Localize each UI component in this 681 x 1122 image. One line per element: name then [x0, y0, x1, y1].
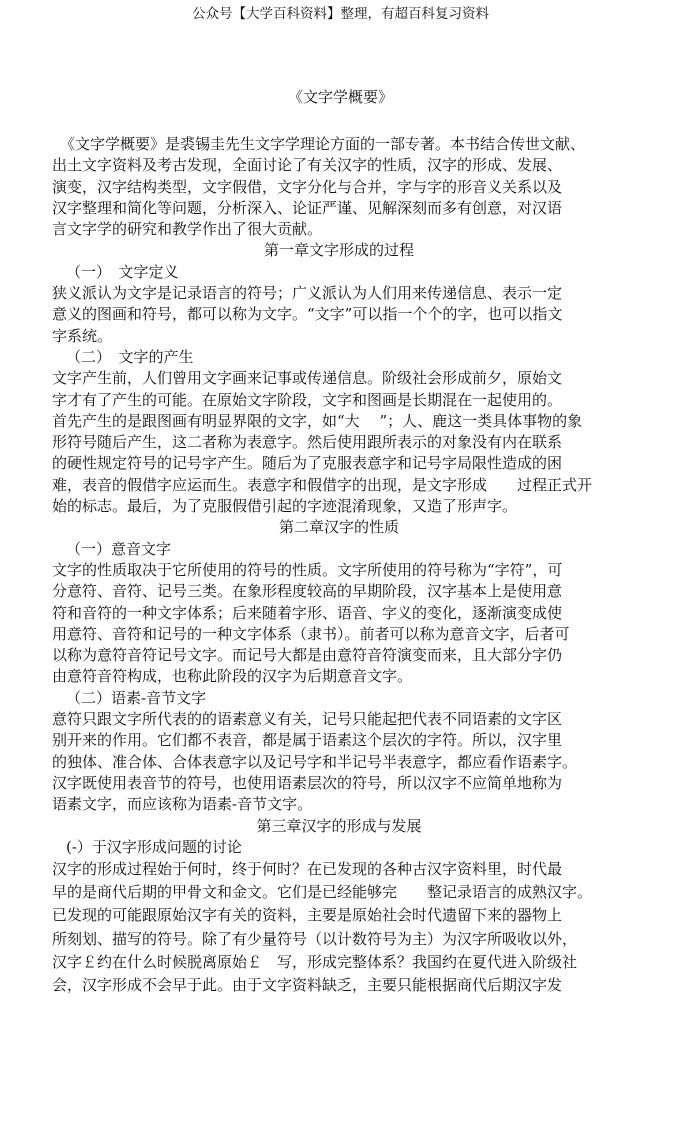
paragraph-line: 用意符、音符和记号的一种文字体系（隶书）。前者可以称为意音文字，后者可 [52, 624, 570, 643]
paragraph-line: 符和音符的一种文字体系；后来随着字形、语音、字义的变化，逐渐演变成使 [52, 603, 563, 622]
paragraph-line: 语素文字，而应该称为语素-音节文字。 [52, 795, 313, 814]
paragraph-line: 早的是商代后期的甲骨文和金文。它们是已经能够完 整记录语言的成熟汉字。 [52, 883, 593, 902]
paragraph-line: 言文字学的研究和教学作出了很大贡献。 [52, 220, 323, 239]
document-body [52, 134, 652, 997]
paragraph-line: 的硬性规定符号的记号字产生。随后为了克服表意字和记号字局限性造成的困 [52, 454, 563, 473]
chapter-heading: 第一章文字形成的过程 [263, 241, 414, 260]
paragraph-line: 意义的图画和符号，都可以称为文字。“文字”可以指一个个的字，也可以指文 [52, 305, 563, 324]
paragraph-line: 汉字整理和简化等问题，分析深入、论证严谨、见解深刻而多有创意，对汉语 [52, 198, 563, 217]
section-heading: （一） 文字定义 [66, 262, 179, 281]
paragraph-line: 以称为意符音符记号文字。而记号大都是由意符音符演变而来，且大部分字仍 [52, 646, 563, 665]
paragraph-line: 分意符、音符、记号三类。在象形程度较高的早期阶段，汉字基本上是使用意 [52, 582, 563, 601]
document-title: 《文字学概要》 [287, 88, 393, 106]
paragraph-line: 难，表音的假借字应运而生。表意字和假借字的出现，是文字形成 过程正式开 [52, 475, 593, 494]
paragraph-line: 所刻划、描写的符号。除了有少量符号（以计数符号为主）为汉字所吸收以外， [52, 929, 578, 948]
paragraph-line: 汉字既使用表音节的符号，也使用语素层次的符号，所以汉字不应简单地称为 [52, 773, 563, 792]
section-heading: （二） 文字的产生 [66, 347, 194, 366]
chapter-heading: 第三章汉字的形成与发展 [256, 816, 422, 835]
paragraph-line: 的独体、准合体、合体表意字以及记号字和半记号半表意字，都应看作语素字。 [52, 752, 578, 771]
section-heading: (-）于汉字形成问题的讨论 [66, 837, 242, 856]
paragraph-line: 汉字￡约在什么时候脱离原始￡ 写，形成完整体系？我国约在夏代进入阶级社 [52, 952, 578, 971]
page-header: 公众号【大学百科资料】整理，有超百科复习资料 [192, 6, 489, 22]
paragraph-line: 始的标志。最后，为了克服假借引起的字迹混淆现象，又造了形声字。 [52, 497, 518, 516]
chapter-heading: 第二章汉字的性质 [278, 518, 399, 537]
section-heading: （二）语素-音节文字 [66, 688, 207, 707]
paragraph-line: 会，汉字形成不会早于此。由于文字资料缺乏，主要只能根据商代后期汉字发 [52, 976, 563, 995]
paragraph-line: 汉字的形成过程始于何时，终于何时？在已发现的各种古汉字资料里，时代最 [52, 860, 563, 879]
paragraph-line: 字才有了产生的可能。在原始文字阶段，文字和图画是长期混在一起使用的。 [52, 390, 563, 409]
paragraph-line: 《文字学概要》是裘锡圭先生文字学理论方面的一部专著。本书结合传世文献、 [60, 135, 586, 153]
section-heading: （一）意音文字 [66, 539, 172, 558]
paragraph-line: 已发现的可能跟原始汉字有关的资料，主要是原始社会时代遗留下来的器物上 [52, 906, 563, 925]
paragraph-line: 别开来的作用。它们都不表音，都是属于语素这个层次的字符。所以，汉字里 [52, 731, 563, 750]
paragraph-line: 形符号随后产生，这二者称为表意字。然后使用跟所表示的对象没有内在联系 [52, 433, 563, 452]
paragraph-line: 由意符音符构成，也称此阶段的汉字为后期意音文字。 [52, 667, 413, 686]
paragraph-line: 狭义派认为文字是记录语言的符号；广义派认为人们用来传递信息、表示一定 [52, 284, 563, 303]
paragraph-line: 文字的性质取决于它所使用的符号的性质。文字所使用的符号称为“字符”，可 [52, 560, 563, 579]
paragraph-line: 文字产生前，人们曾用文字画来记事或传递信息。阶级社会形成前夕，原始文 [52, 369, 563, 388]
paragraph-line: 首先产生的是跟图画有明显界限的文字，如“大 ”；人、鹿这一类具体事物的象 [52, 411, 583, 430]
paragraph-line: 演变，汉字结构类型，文字假借，文字分化与合并，字与字的形音义关系以及 [52, 177, 563, 196]
paragraph-line: 出土文字资料及考古发现，全面讨论了有关汉字的性质，汉字的形成、发展、 [52, 156, 563, 175]
paragraph-line: 意符只跟文字所代表的的语素意义有关，记号只能起把代表不同语素的文字区 [52, 710, 563, 729]
paragraph-line: 字系统。 [52, 326, 113, 345]
